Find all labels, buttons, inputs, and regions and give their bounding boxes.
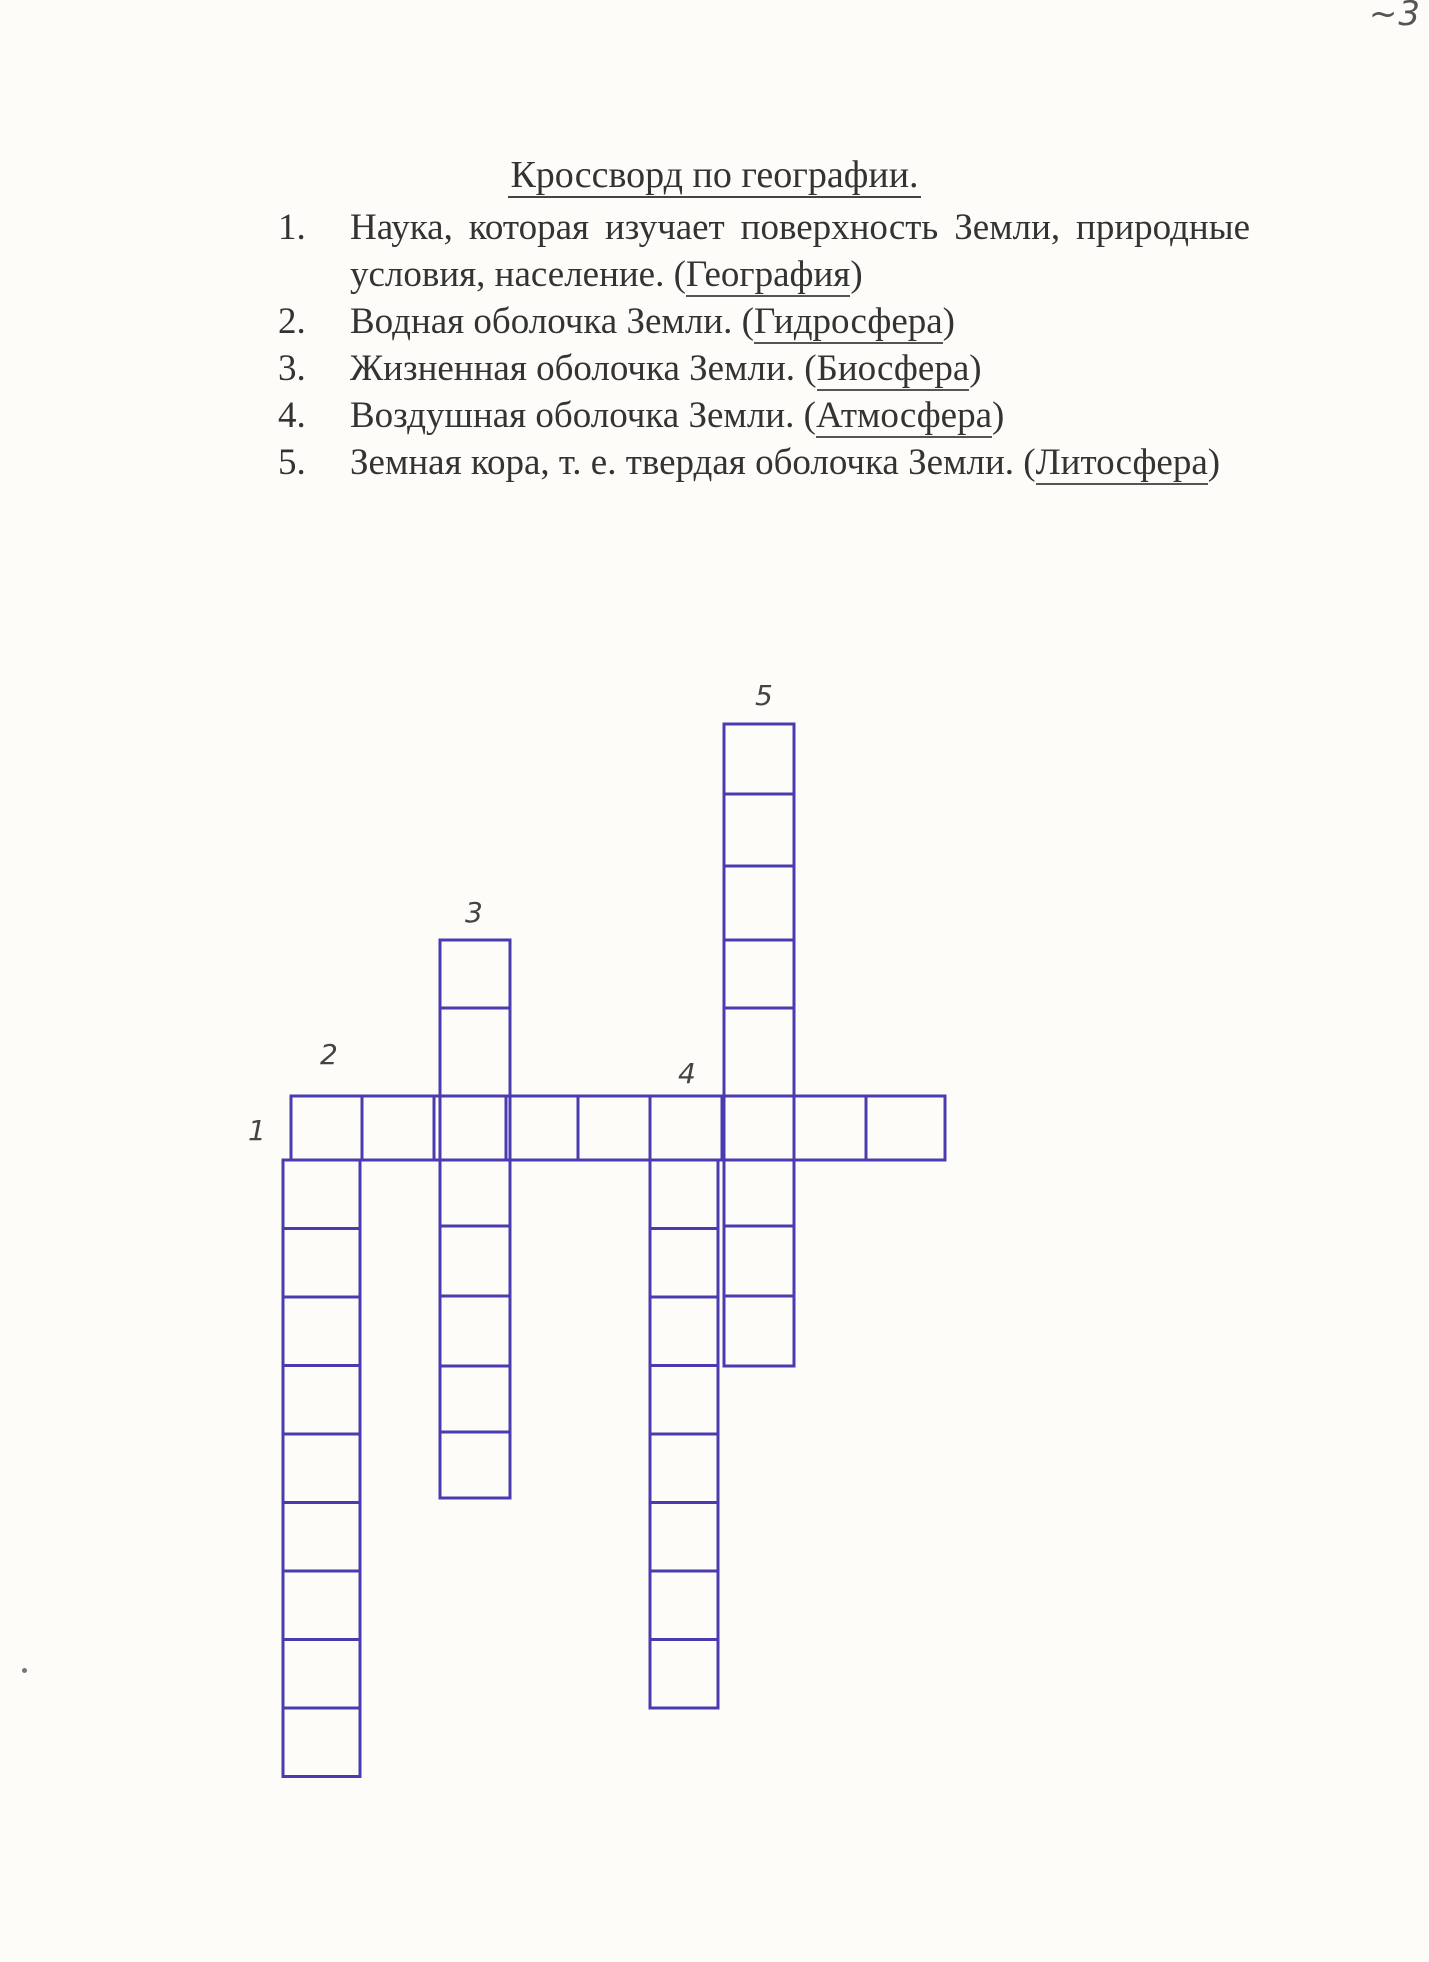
crossword-cell [440, 1226, 510, 1296]
crossword-cell [440, 1366, 510, 1432]
clue-question: Земная кора, т. е. твердая оболочка Земли. ( [350, 442, 1036, 483]
page-number: ~3 [1368, 0, 1421, 34]
clue-close: ) [942, 301, 955, 342]
crossword-cell [440, 940, 510, 1008]
crossword-cell [650, 1640, 718, 1709]
crossword-cell [650, 1571, 718, 1640]
crossword-cell [283, 1640, 360, 1709]
crossword-cell [724, 794, 794, 866]
clue-answer: Атмосфера [815, 395, 993, 436]
crossword-cell [650, 1503, 718, 1572]
grid-number-3: 3 [465, 896, 483, 929]
crossword-cell [650, 1160, 718, 1229]
grid-number-5: 5 [755, 679, 773, 712]
clue-close: ) [969, 348, 982, 389]
crossword-cell [440, 1296, 510, 1366]
crossword-cell [506, 1096, 578, 1160]
crossword-cell [283, 1297, 360, 1366]
crossword-cell [283, 1503, 360, 1572]
clue-answer: География [685, 254, 851, 295]
crossword-cell [650, 1297, 718, 1366]
clue-question: Жизненная оболочка Земли. ( [350, 348, 817, 389]
clue-close: ) [1207, 442, 1221, 483]
clue-number: 4. [278, 395, 306, 436]
crossword-cell [724, 1008, 794, 1096]
crossword-cell [794, 1096, 866, 1160]
clue-answer: Биосфера [816, 348, 970, 389]
clue-question: Водная оболочка Земли. ( [350, 301, 754, 342]
crossword-cell [650, 1366, 718, 1435]
clue-number: 2. [278, 301, 306, 342]
crossword-cell [362, 1096, 434, 1160]
clue-question: Воздушная оболочка Земли. ( [350, 395, 816, 436]
crossword-cell [724, 724, 794, 794]
grid-number-2: 2 [320, 1038, 338, 1071]
crossword-cell [650, 1229, 718, 1298]
clue-close: ) [992, 395, 1005, 436]
title-text: Кроссворд по географии. [510, 154, 919, 196]
crossword-cell [283, 1366, 360, 1435]
clue-question: Наука, которая изучает поверхность Земли, природные условия, население. ( [350, 207, 1250, 295]
crossword-cell [650, 1434, 718, 1503]
crossword-cell [724, 1160, 794, 1226]
crossword-cell [724, 866, 794, 940]
crossword-cell [724, 1096, 794, 1160]
clue-answer: Литосфера [1035, 442, 1208, 483]
clue-number: 1. [278, 207, 306, 248]
crossword-cell [283, 1434, 360, 1503]
clue-number: 3. [278, 348, 306, 389]
crossword-cell [866, 1096, 945, 1160]
grid-number-1: 1 [248, 1114, 266, 1147]
crossword-cell [283, 1571, 360, 1640]
crossword-cell [440, 1160, 510, 1226]
crossword-cell [578, 1096, 650, 1160]
crossword-cell [283, 1708, 360, 1777]
crossword-cell [283, 1229, 360, 1298]
crossword-cell [434, 1096, 506, 1160]
clue-answer: Гидросфера [753, 301, 943, 342]
clue-number: 5. [278, 442, 306, 483]
crossword-cell [440, 1432, 510, 1498]
crossword-cell [291, 1096, 362, 1160]
clue-close: ) [850, 254, 863, 295]
scan-artifact [22, 1668, 27, 1673]
crossword-cell [724, 1296, 794, 1366]
crossword-cell [283, 1160, 360, 1229]
crossword-cell [440, 1096, 510, 1160]
crossword-cells [283, 724, 945, 1777]
grid-number-4: 4 [678, 1057, 696, 1090]
crossword-cell [440, 1008, 510, 1096]
crossword-cell [724, 1226, 794, 1296]
crossword-cell [722, 1096, 794, 1160]
crossword-cell [650, 1096, 722, 1160]
crossword-cell [724, 940, 794, 1008]
